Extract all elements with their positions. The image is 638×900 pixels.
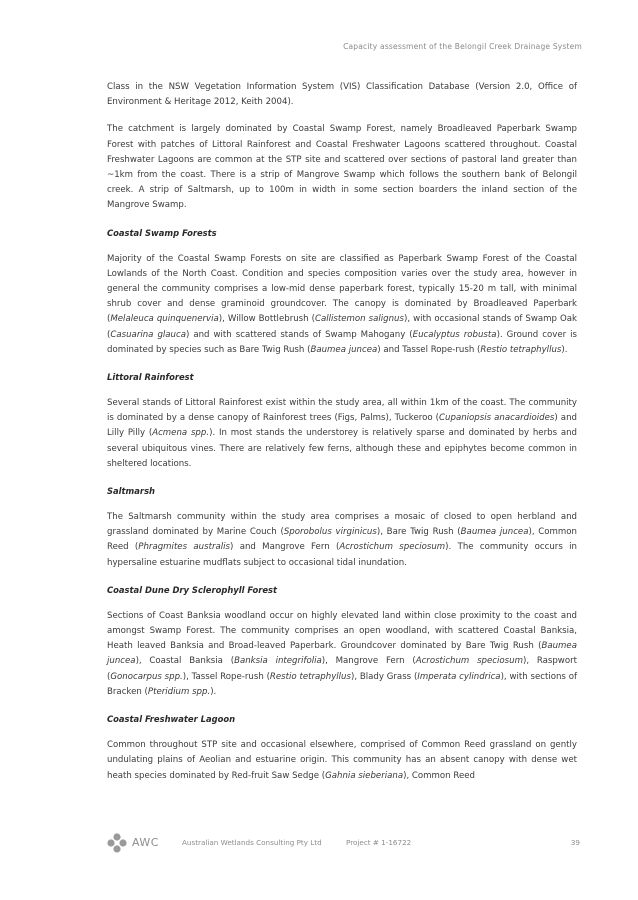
species-name: Eucalyptus robusta	[412, 329, 497, 340]
species-name: Gonocarpus spp.	[110, 671, 183, 682]
species-name: Acrostichum speciosum	[339, 542, 446, 553]
paragraph-coastal-dune-forest: Sections of Coast Banksia woodland occur on highly elevated land within close proximity to the coast and amongst Swamp Forest. The community comprises an open woodland, with scattered Coastal Banksia, Heath leaved Banksia and Broad-leaved Paperbark. Groundcover dominated by Bare Twig Rush (Baumea juncea), Coastal Banksia (Banksia integrifolia), Mangrove Fern (Acrostichum speciosum), Raspwort (Gonocarpus spp.), Tassel Rope-rush (Restio tetraphyllus), Blady Grass (Imperata cylindrica), with sections of Bracken (Pteridium spp.).	[107, 610, 577, 697]
project-number: Project # 1-16722	[346, 838, 412, 847]
running-header: Capacity assessment of the Belongil Creek Drainage System	[343, 42, 582, 51]
company-name: Australian Wetlands Consulting Pty Ltd	[182, 838, 322, 847]
species-name: Sporobolus virginicus	[283, 527, 377, 538]
species-name: Imperata cylindrica	[417, 671, 501, 682]
paragraph-littoral-rainforest: Several stands of Littoral Rainforest exist within the study area, all within 1km of the coast. The community is dominated by a dense canopy of Rainforest trees (Figs, Palms), Tuckeroo (Cupaniopsis anacardioides) and Lilly Pilly (Acmena spp.). In most stands the understorey is relatively sparse and dominated by herbs and several ubiquitous vines. There are relatively few ferns, although these and epiphytes become common in sheltered locations.	[107, 398, 578, 469]
awc-logo-icon	[106, 832, 128, 854]
species-name: Pteridium spp.	[147, 686, 211, 697]
heading-coastal-freshwater-lagoon: Coastal Freshwater Lagoon	[107, 714, 236, 725]
heading-littoral-rainforest: Littoral Rainforest	[107, 372, 194, 383]
paragraph-coastal-swamp-forests: Majority of the Coastal Swamp Forests on site are classified as Paperbark Swamp Forest of the Coastal Lowlands of the North Coast. Condition and species composition varies over the study area, however in general the community comprises a low-mid dense paperbark forest, typically 15-20 m tall, with minimal shrub cover and dense graminoid groundcover. The canopy is dominated by Broadleaved Paperbark (Melaleuca quinquenervia), Willow Bottlebrush (Callistemon salignus), with occasional stands of Swamp Oak (Casuarina glauca) and with scattered stands of Swamp Mahogany (Eucalyptus robusta). Ground cover is dominated by species such as Bare Twig Rush (Baumea juncea) and Tassel Rope-rush (Restio tetraphyllus).	[107, 253, 577, 355]
heading-coastal-swamp-forests: Coastal Swamp Forests	[107, 227, 217, 238]
page-footer	[106, 830, 580, 856]
species-name: Cupaniopsis anacardioides	[439, 413, 555, 424]
paragraph-intro: Class in the NSW Vegetation Information System (VIS) Classification Database (Version 2.0, Office of Environment & Heritage 2012, Keith 2004).	[107, 82, 577, 108]
paragraph-saltmarsh: The Saltmarsh community within the study area comprises a mosaic of closed to open herbland and grassland dominated by Marine Couch (Sporobolus virginicus), Bare Twig Rush (Baumea juncea), Common Reed (Phragmites australis) and Mangrove Fern (Acrostichum speciosum). The community occurs in hypersaline estuarine mudflats subject to occasional tidal inundation.	[107, 512, 578, 568]
species-name: Baumea juncea	[310, 344, 378, 355]
document-body	[107, 80, 577, 784]
species-name: Melaleuca quinquenervia	[110, 314, 219, 325]
species-name: Gahnia sieberiana	[325, 770, 404, 781]
species-name: Acrostichum speciosum	[415, 656, 523, 667]
paragraph-catchment: The catchment is largely dominated by Coastal Swamp Forest, namely Broadleaved Paperbark Swamp Forest with patches of Littoral Rainforest and Coastal Freshwater Lagoons scattered throughout. Coastal Freshwater Lagoons are common at the STP site and scattered over sections of pastoral land greater than ~1km from the coast. There is a strip of Mangrove Swamp which follows the southern bank of Belongil creek. A strip of Saltmarsh, up to 100m in width in some section boarders the inland section of the Mangrove Swamp.	[107, 124, 577, 211]
species-name: Baumea juncea	[107, 641, 577, 667]
species-name: Baumea juncea	[460, 527, 529, 538]
species-name: Casuarina glauca	[110, 329, 186, 340]
species-name: Phragmites australis	[138, 542, 231, 553]
species-name: Acmena spp.	[152, 428, 210, 439]
species-name: Banksia integrifolia	[234, 656, 322, 667]
species-name: Restio tetraphyllus	[269, 671, 351, 682]
heading-coastal-dune-dry-sclerophyll-forest: Coastal Dune Dry Sclerophyll Forest	[107, 584, 278, 595]
logo-wordmark: AWC	[132, 836, 159, 849]
paragraph-coastal-freshwater-lagoon: Common throughout STP site and occasional elsewhere, comprised of Common Reed grassland on gently undulating plains of Aeolian and estuarine origin. This community has an absent canopy with dense wet heath species dominated by Red-fruit Saw Sedge (Gahnia sieberiana), Common Reed	[107, 740, 577, 781]
species-name: Callistemon salignus	[314, 314, 404, 325]
species-name: Restio tetraphyllus	[480, 344, 562, 355]
page-number: 39	[570, 838, 580, 847]
heading-saltmarsh: Saltmarsh	[107, 486, 156, 497]
